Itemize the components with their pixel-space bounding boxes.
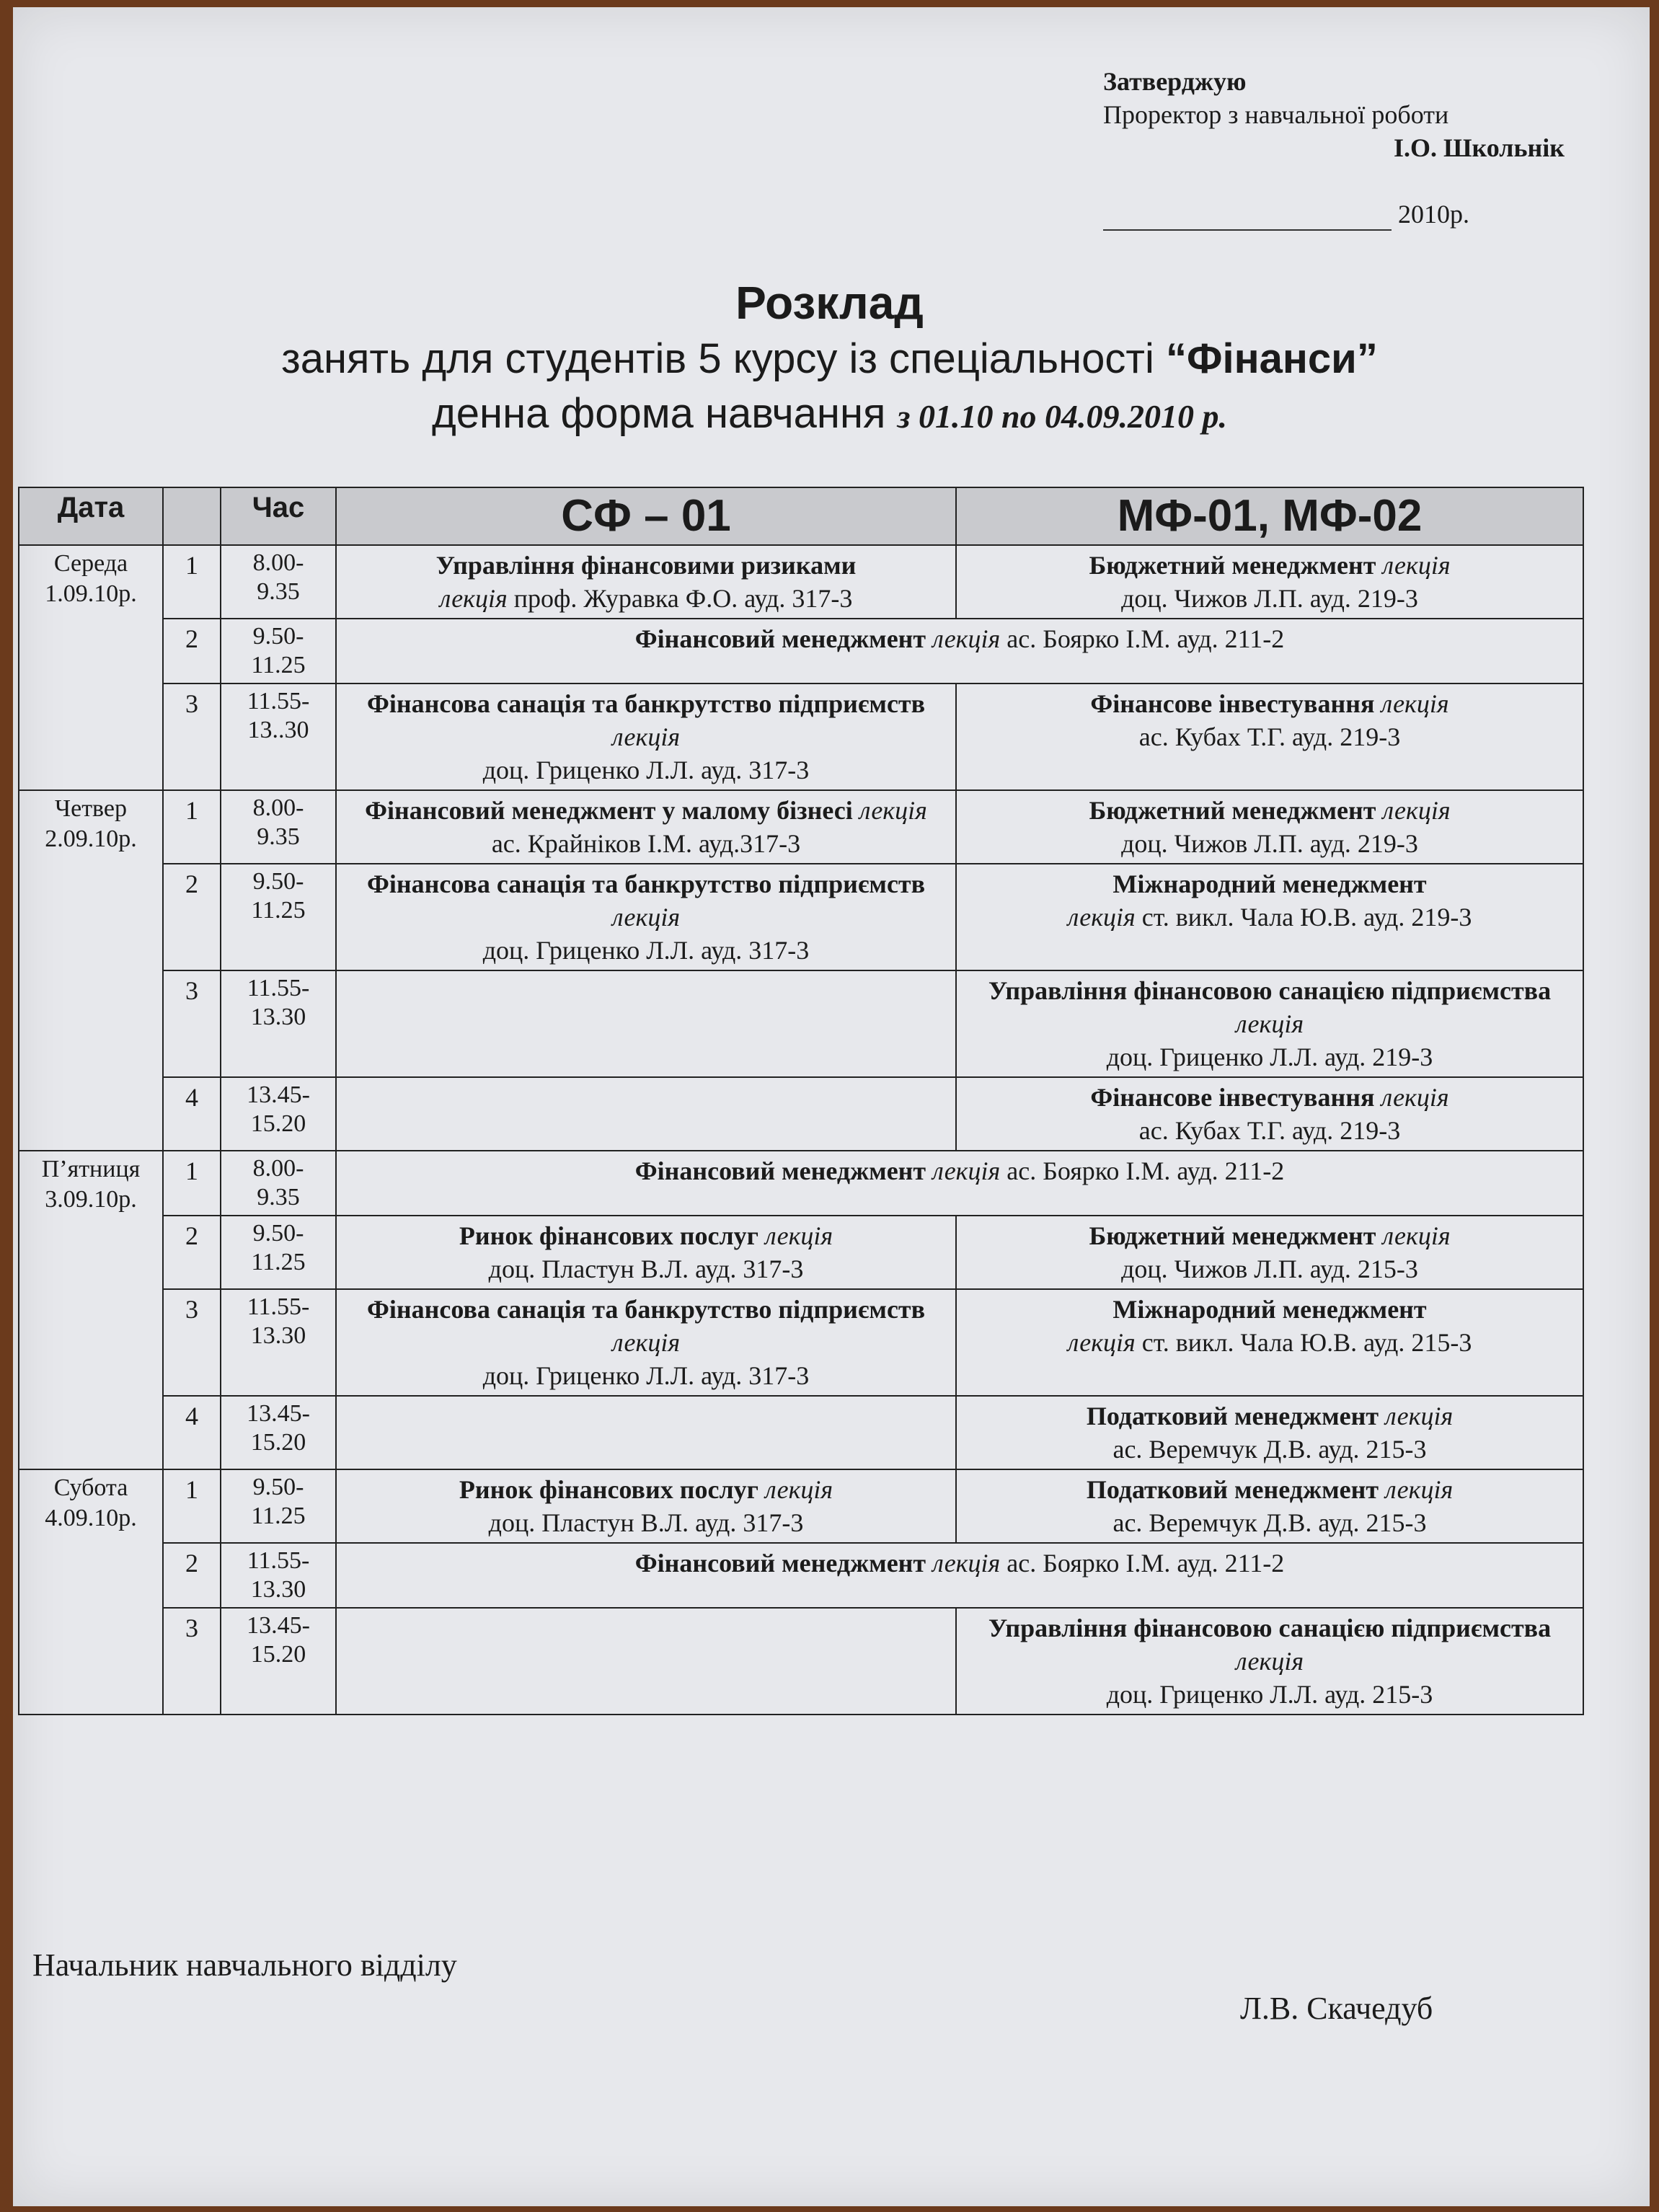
lesson-kind: лекція <box>1374 689 1449 718</box>
lesson-merged-cell <box>336 1151 1583 1216</box>
lesson-kind: лекція <box>758 1475 833 1504</box>
lesson-time: 8.00- 9.35 <box>221 545 336 619</box>
table-row <box>19 683 1583 790</box>
subject-name: Бюджетний менеджмент <box>1089 551 1376 580</box>
lesson-cell-mf <box>956 545 1583 619</box>
table-row <box>19 1396 1583 1469</box>
day-date-cell: Четвер 2.09.10р. <box>19 790 163 1151</box>
day-date-cell: П’ятниця 3.09.10р. <box>19 1151 163 1469</box>
lesson-content <box>961 1219 1578 1286</box>
header-group-sf01: СФ – 01 <box>336 487 956 545</box>
lesson-time: 13.45- 15.20 <box>221 1396 336 1469</box>
table-row <box>19 1289 1583 1396</box>
table-header-row <box>19 487 1583 545</box>
table-row <box>19 1469 1583 1543</box>
table-row <box>19 1216 1583 1289</box>
signature-blank <box>1103 208 1392 231</box>
lesson-cell-sf01 <box>336 1216 956 1289</box>
lesson-cell-sf01 <box>336 545 956 619</box>
lesson-cell-sf01 <box>336 683 956 790</box>
subject-name: Податковий менеджмент <box>1086 1475 1379 1504</box>
teacher-room: доц. Гриценко Л.Л. ауд. 219-3 <box>1106 1043 1433 1071</box>
footer-signatory: Л.В. Скачедуб <box>1240 1991 1433 2026</box>
teacher-room: доц. Чижов Л.П. ауд. 219-3 <box>1121 584 1418 613</box>
subject-name: Міжнародний менеджмент <box>1112 870 1427 898</box>
lesson-cell-sf01 <box>336 790 956 864</box>
lesson-cell-sf01 <box>336 1396 956 1469</box>
lesson-cell-sf01 <box>336 1077 956 1151</box>
title-form-text: денна форма навчання <box>431 390 898 437</box>
lesson-kind: лекція <box>926 1156 1001 1185</box>
teacher-room: проф. Журавка Ф.О. ауд. 317-3 <box>507 584 853 613</box>
subject-name: Управління фінансовими ризиками <box>435 551 857 580</box>
header-date: Дата <box>19 487 163 545</box>
teacher-room: доц. Гриценко Л.Л. ауд. 317-3 <box>482 936 810 965</box>
table-row <box>19 864 1583 970</box>
lesson-number: 1 <box>163 1151 221 1216</box>
title-subtitle <box>0 332 1659 386</box>
header-num <box>163 487 221 545</box>
lesson-number: 2 <box>163 864 221 970</box>
teacher-room: доц. Чижов Л.П. ауд. 219-3 <box>1121 829 1418 858</box>
lesson-content <box>961 1081 1578 1147</box>
lesson-number: 2 <box>163 619 221 683</box>
lesson-kind: лекція <box>1067 903 1136 932</box>
lesson-number: 1 <box>163 1469 221 1543</box>
lesson-content <box>961 1399 1578 1466</box>
subject-name: Бюджетний менеджмент <box>1089 1221 1376 1250</box>
lesson-content <box>341 1473 951 1539</box>
title-form <box>0 386 1659 444</box>
teacher-room: ст. викл. Чала Ю.В. ауд. 219-3 <box>1135 903 1472 932</box>
lesson-content <box>341 1154 1578 1187</box>
subject-name: Ринок фінансових послуг <box>459 1475 758 1504</box>
lesson-content <box>961 549 1578 615</box>
lesson-content <box>961 1473 1578 1539</box>
table-row <box>19 1608 1583 1715</box>
lesson-time: 9.50- 11.25 <box>221 619 336 683</box>
lesson-number: 3 <box>163 970 221 1077</box>
teacher-room: доц. Пластун В.Л. ауд. 317-3 <box>488 1508 804 1537</box>
approval-title: Затверджую <box>1103 67 1247 96</box>
lesson-kind: лекція <box>1376 551 1451 580</box>
lesson-time: 11.55- 13..30 <box>221 683 336 790</box>
lesson-number: 3 <box>163 1289 221 1396</box>
lesson-cell-sf01 <box>336 970 956 1077</box>
lesson-kind: лекція <box>926 624 1001 653</box>
lesson-cell-mf <box>956 1077 1583 1151</box>
teacher-room: ас. Боярко І.М. ауд. 211-2 <box>1000 624 1285 653</box>
lesson-content <box>341 867 951 967</box>
lesson-time: 8.00- 9.35 <box>221 790 336 864</box>
lesson-content <box>341 1547 1578 1580</box>
lesson-cell-sf01 <box>336 1608 956 1715</box>
teacher-room: ас. Крайніков І.М. ауд.317-3 <box>491 829 801 858</box>
title-period: з 01.10 по 04.09.2010 р. <box>897 398 1228 435</box>
lesson-time: 9.50- 11.25 <box>221 1469 336 1543</box>
lesson-content <box>961 794 1578 860</box>
teacher-room: ас. Боярко І.М. ауд. 211-2 <box>1000 1156 1285 1185</box>
lesson-kind: лекція <box>926 1549 1001 1578</box>
lesson-kind: лекція <box>758 1221 833 1250</box>
lesson-merged-cell <box>336 1543 1583 1608</box>
subject-name: Міжнародний менеджмент <box>1112 1295 1427 1324</box>
lesson-cell-mf <box>956 1396 1583 1469</box>
lesson-kind: лекція <box>1376 1221 1451 1250</box>
lesson-content <box>961 1611 1578 1711</box>
lesson-kind: лекція <box>611 722 681 751</box>
lesson-cell-mf <box>956 864 1583 970</box>
table-row <box>19 970 1583 1077</box>
lesson-time: 8.00- 9.35 <box>221 1151 336 1216</box>
lesson-kind: лекція <box>611 903 681 932</box>
lesson-cell-sf01 <box>336 1289 956 1396</box>
lesson-number: 2 <box>163 1216 221 1289</box>
title-sub-prefix: занять для студентів 5 курсу із спеціальності <box>281 335 1166 382</box>
lesson-kind: лекція <box>1235 1647 1304 1676</box>
lesson-content <box>961 974 1578 1074</box>
lesson-content <box>961 1293 1578 1359</box>
lesson-time: 9.50- 11.25 <box>221 1216 336 1289</box>
lesson-kind: лекція <box>1379 1475 1454 1504</box>
subject-name: Податковий менеджмент <box>1086 1402 1379 1430</box>
lesson-cell-mf <box>956 970 1583 1077</box>
teacher-room: доц. Гриценко Л.Л. ауд. 317-3 <box>482 1361 810 1390</box>
lesson-cell-sf01 <box>336 864 956 970</box>
document-title <box>0 274 1659 444</box>
lesson-content <box>341 622 1578 655</box>
lesson-number: 3 <box>163 683 221 790</box>
lesson-kind: лекція <box>1376 796 1451 825</box>
table-row <box>19 1077 1583 1151</box>
lesson-time: 13.45- 15.20 <box>221 1077 336 1151</box>
subject-name: Фінансове інвестування <box>1090 1083 1375 1112</box>
approval-signature-line <box>1103 198 1565 231</box>
teacher-room: доц. Гриценко Л.Л. ауд. 317-3 <box>482 756 810 784</box>
lesson-time: 11.55- 13.30 <box>221 970 336 1077</box>
schedule-table <box>18 487 1584 1715</box>
lesson-number: 1 <box>163 790 221 864</box>
approval-block <box>1103 65 1565 231</box>
lesson-kind: лекція <box>611 1328 681 1357</box>
lesson-kind: лекція <box>1374 1083 1449 1112</box>
subject-name: Фінансове інвестування <box>1090 689 1375 718</box>
subject-name: Фінансовий менеджмент <box>634 624 926 653</box>
approval-year: 2010р. <box>1398 200 1469 229</box>
lesson-kind: лекція <box>1235 1009 1304 1038</box>
subject-name: Фінансовий менеджмент <box>634 1549 926 1578</box>
lesson-cell-mf <box>956 683 1583 790</box>
lesson-kind: лекція <box>1379 1402 1454 1430</box>
lesson-content <box>341 794 951 860</box>
day-date-cell: Середа 1.09.10р. <box>19 545 163 790</box>
teacher-room: доц. Чижов Л.П. ауд. 215-3 <box>1121 1255 1418 1283</box>
lesson-number: 1 <box>163 545 221 619</box>
lesson-kind: лекція <box>1067 1328 1136 1357</box>
lesson-kind: лекція <box>439 584 508 613</box>
approval-person: І.О. Школьнік <box>1393 133 1565 162</box>
footer-position: Начальник навчального відділу <box>32 1947 457 1983</box>
lesson-number: 4 <box>163 1077 221 1151</box>
lesson-cell-mf <box>956 1289 1583 1396</box>
lesson-time: 11.55- 13.30 <box>221 1289 336 1396</box>
header-group-mf01-mf02: МФ-01, МФ-02 <box>956 487 1583 545</box>
lesson-content <box>341 687 951 787</box>
subject-name: Фінансова санація та банкрутство підприємств <box>366 689 926 718</box>
approval-position: Проректор з навчальної роботи <box>1103 100 1449 129</box>
day-date-cell: Субота 4.09.10р. <box>19 1469 163 1715</box>
lesson-number: 3 <box>163 1608 221 1715</box>
header-time: Час <box>221 487 336 545</box>
lesson-cell-mf <box>956 1469 1583 1543</box>
teacher-room: ас. Веремчук Д.В. ауд. 215-3 <box>1112 1508 1427 1537</box>
table-row <box>19 1151 1583 1216</box>
lesson-number: 4 <box>163 1396 221 1469</box>
subject-name: Фінансовий менеджмент у малому бізнесі <box>365 796 853 825</box>
lesson-cell-sf01 <box>336 1469 956 1543</box>
teacher-room: ст. викл. Чала Ю.В. ауд. 215-3 <box>1135 1328 1472 1357</box>
lesson-cell-mf <box>956 1608 1583 1715</box>
lesson-content <box>341 1293 951 1392</box>
teacher-room: ас. Боярко І.М. ауд. 211-2 <box>1000 1549 1285 1578</box>
lesson-cell-mf <box>956 790 1583 864</box>
title-specialty: “Фінанси” <box>1165 335 1378 382</box>
table-row <box>19 1543 1583 1608</box>
lesson-number: 2 <box>163 1543 221 1608</box>
lesson-kind: лекція <box>852 796 927 825</box>
teacher-room: ас. Веремчук Д.В. ауд. 215-3 <box>1112 1435 1427 1464</box>
teacher-room: ас. Кубах Т.Г. ауд. 219-3 <box>1138 722 1401 751</box>
lesson-cell-mf <box>956 1216 1583 1289</box>
table-row <box>19 790 1583 864</box>
lesson-time: 9.50- 11.25 <box>221 864 336 970</box>
subject-name: Бюджетний менеджмент <box>1089 796 1376 825</box>
lesson-content <box>341 549 951 615</box>
lesson-content <box>961 687 1578 753</box>
teacher-room: ас. Кубах Т.Г. ауд. 219-3 <box>1138 1116 1401 1145</box>
subject-name: Фінансова санація та банкрутство підприємств <box>366 870 926 898</box>
teacher-room: доц. Гриценко Л.Л. ауд. 215-3 <box>1106 1680 1433 1709</box>
table-row <box>19 619 1583 683</box>
subject-name: Фінансовий менеджмент <box>634 1156 926 1185</box>
subject-name: Фінансова санація та банкрутство підприємств <box>366 1295 926 1324</box>
subject-name: Управління фінансовою санацією підприємства <box>988 1614 1552 1642</box>
table-row <box>19 545 1583 619</box>
lesson-merged-cell <box>336 619 1583 683</box>
lesson-content <box>341 1219 951 1286</box>
subject-name: Ринок фінансових послуг <box>459 1221 758 1250</box>
subject-name: Управління фінансовою санацією підприємства <box>988 976 1552 1005</box>
lesson-time: 11.55- 13.30 <box>221 1543 336 1608</box>
lesson-time: 13.45- 15.20 <box>221 1608 336 1715</box>
teacher-room: доц. Пластун В.Л. ауд. 317-3 <box>488 1255 804 1283</box>
lesson-content <box>961 867 1578 934</box>
title-main: Розклад <box>735 277 924 329</box>
